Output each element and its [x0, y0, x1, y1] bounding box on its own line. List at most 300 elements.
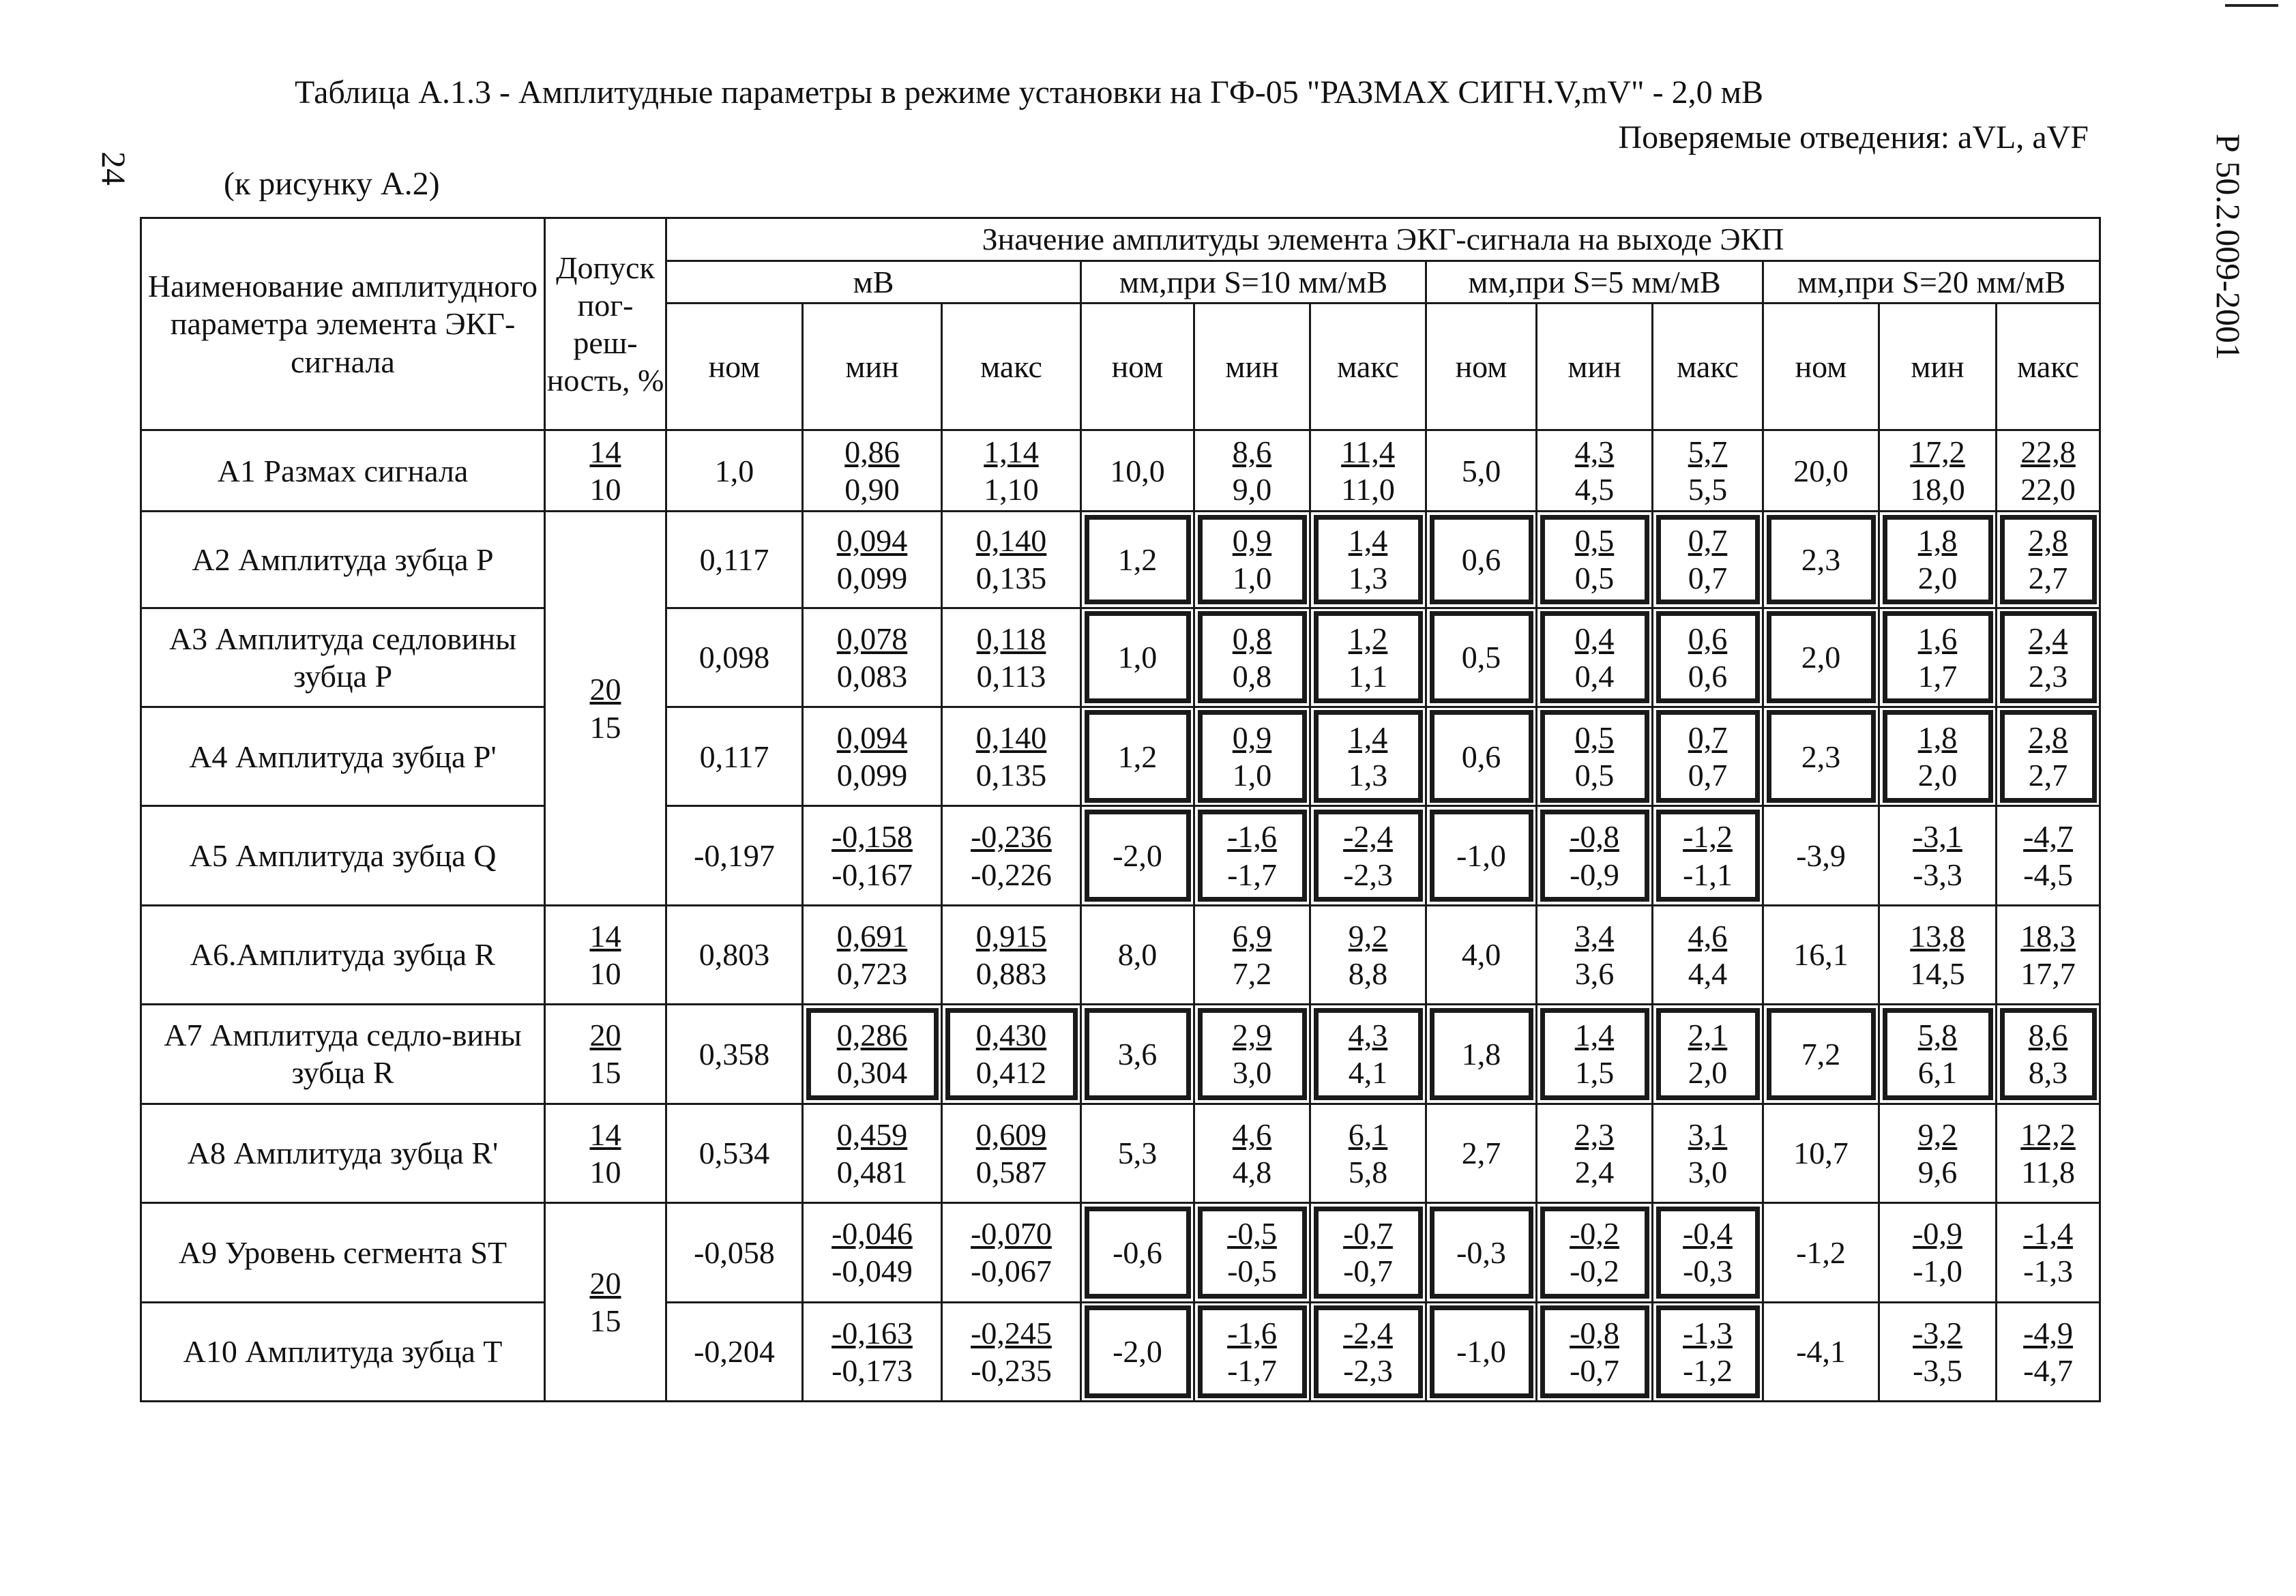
limit-value: 4,6	[1232, 1117, 1272, 1152]
header-col-max: макс	[1997, 304, 2100, 430]
limit-value-adjusted: 22,0	[2020, 472, 2076, 507]
value-cell	[666, 1005, 803, 1104]
value-cell	[1997, 1005, 2100, 1104]
value-cell	[1763, 1104, 1879, 1202]
value-cell	[1997, 512, 2100, 608]
header-col-max: макс	[942, 304, 1081, 430]
table-row	[141, 1203, 2100, 1302]
limit-value: 2,8	[2028, 523, 2068, 559]
table-row	[141, 905, 2100, 1004]
value-cell	[1879, 430, 1997, 512]
table-row	[141, 1302, 2100, 1401]
value-cell	[1763, 1302, 1879, 1401]
limit-value-adjusted: 1,1	[1348, 658, 1388, 694]
limit-value: 9,2	[1917, 1117, 1958, 1152]
limit-value-adjusted: -0,173	[831, 1353, 913, 1388]
header-group-mv: мВ	[666, 261, 1081, 304]
limit-value-adjusted: 5,5	[1688, 472, 1728, 507]
nominal-value: -0,204	[694, 1334, 775, 1370]
value-cell	[1537, 1203, 1653, 1302]
limit-value-adjusted: 14,5	[1910, 956, 1965, 992]
limit-value: 0,078	[836, 621, 908, 656]
limit-value: 0,609	[975, 1117, 1047, 1152]
table-title: Таблица А.1.3 - Амплитудные параметры в режиме установки на ГФ-05 "РАЗМАХ СИГН.V,mV" - 2,0 мВ	[295, 74, 1763, 110]
limit-value: 0,9	[1232, 720, 1272, 755]
limit-value: 3,4	[1574, 918, 1615, 954]
limit-value: -0,9	[1913, 1216, 1962, 1252]
nominal-value: -1,2	[1796, 1235, 1846, 1270]
nominal-value: -0,197	[694, 838, 775, 874]
nominal-value: 5,0	[1461, 453, 1501, 488]
limit-value-adjusted: 1,5	[1574, 1055, 1615, 1091]
limit-value-adjusted: 4,1	[1348, 1055, 1388, 1091]
nominal-value: 5,3	[1117, 1136, 1158, 1171]
value-cell	[666, 1302, 803, 1401]
limit-value: 0,6	[1688, 621, 1728, 656]
limit-value-adjusted: 0,8	[1232, 658, 1272, 694]
limit-value: 2,4	[2028, 621, 2068, 656]
value-cell	[1997, 1302, 2100, 1401]
value-cell	[1997, 1104, 2100, 1202]
nominal-value: -2,0	[1113, 838, 1162, 874]
limit-value: 9,2	[1348, 918, 1388, 954]
limit-value-adjusted: -0,9	[1570, 857, 1619, 892]
value-cell	[803, 512, 942, 608]
value-cell	[1194, 1203, 1310, 1302]
value-cell	[1763, 707, 1879, 806]
nominal-value: 2,7	[1461, 1136, 1501, 1171]
limit-value-adjusted: 3,0	[1232, 1055, 1272, 1091]
value-cell	[1081, 430, 1194, 512]
limit-value-adjusted: -1,7	[1227, 1353, 1277, 1388]
nominal-value: -1,0	[1456, 838, 1506, 874]
value-cell	[1653, 905, 1763, 1004]
value-cell	[942, 1203, 1081, 1302]
limit-value-adjusted: 0,723	[836, 956, 908, 992]
limit-value: 12,2	[2020, 1117, 2076, 1152]
limit-value-adjusted: 1,0	[1232, 561, 1272, 596]
nominal-value: 16,1	[1793, 937, 1849, 973]
value-cell	[1763, 608, 1879, 707]
tolerance-lower: 15	[589, 1055, 621, 1091]
tolerance-cell	[545, 1203, 666, 1402]
nominal-value: 8,0	[1117, 937, 1158, 973]
value-cell	[942, 512, 1081, 608]
tolerance-lower: 15	[589, 1303, 621, 1339]
limit-value-adjusted: 11,8	[2021, 1154, 2075, 1189]
value-cell	[1763, 1203, 1879, 1302]
value-cell	[1310, 707, 1426, 806]
limit-value: 1,6	[1917, 621, 1958, 656]
limit-value: 0,8	[1232, 621, 1272, 656]
value-cell	[1879, 1203, 1997, 1302]
limit-value: -1,4	[2023, 1216, 2073, 1252]
limit-value: 4,3	[1574, 434, 1615, 469]
limit-value: 13,8	[1910, 918, 1965, 954]
value-cell	[1537, 512, 1653, 608]
value-cell	[666, 1104, 803, 1202]
value-cell	[1081, 608, 1194, 707]
value-cell	[1194, 1104, 1310, 1202]
limit-value-adjusted: 0,099	[836, 758, 908, 793]
value-cell	[803, 1005, 942, 1104]
limit-value-adjusted: 0,083	[836, 658, 908, 694]
limit-value-adjusted: -0,7	[1570, 1353, 1619, 1388]
nominal-value: 0,117	[699, 739, 769, 774]
limit-value-adjusted: 0,7	[1688, 561, 1728, 596]
value-cell	[1763, 512, 1879, 608]
value-cell	[1537, 707, 1653, 806]
nominal-value: 7,2	[1801, 1036, 1841, 1072]
value-cell	[1997, 806, 2100, 905]
table-row	[141, 512, 2100, 608]
limit-value: -3,1	[1913, 819, 1962, 855]
limit-value-adjusted: 2,4	[1574, 1154, 1615, 1189]
value-cell	[1081, 905, 1194, 1004]
limit-value: -3,2	[1913, 1315, 1962, 1350]
limit-value-adjusted: -0,226	[971, 857, 1052, 892]
value-cell	[942, 1104, 1081, 1202]
header-col-min: мин	[1879, 304, 1997, 430]
amplitude-table	[140, 217, 2101, 1402]
nominal-value: 0,6	[1461, 542, 1501, 577]
limit-value-adjusted: 2,0	[1688, 1055, 1728, 1091]
value-cell	[1310, 1203, 1426, 1302]
limit-value-adjusted: -4,5	[2023, 857, 2073, 892]
nominal-value: 0,803	[698, 937, 770, 973]
limit-value: 11,4	[1341, 434, 1395, 469]
value-cell	[666, 707, 803, 806]
value-cell	[942, 1005, 1081, 1104]
limit-value-adjusted: 4,4	[1688, 956, 1728, 992]
tolerance-lower: 15	[589, 709, 621, 745]
tolerance-cell	[545, 430, 666, 512]
limit-value: 3,1	[1688, 1117, 1728, 1152]
value-cell	[1653, 707, 1763, 806]
value-cell	[1879, 608, 1997, 707]
limit-value-adjusted: 7,2	[1232, 956, 1272, 992]
limit-value-adjusted: 11,0	[1341, 472, 1395, 507]
value-cell	[1997, 430, 2100, 512]
limit-value-adjusted: 2,0	[1917, 561, 1958, 596]
nominal-value: 10,7	[1793, 1136, 1849, 1171]
limit-value-adjusted: 0,412	[975, 1055, 1047, 1091]
value-cell	[942, 905, 1081, 1004]
limit-value-adjusted: 0,7	[1688, 758, 1728, 793]
table-row	[141, 1005, 2100, 1104]
value-cell	[1310, 1104, 1426, 1202]
limit-value-adjusted: 18,0	[1910, 472, 1965, 507]
limit-value-adjusted: -3,3	[1913, 857, 1962, 892]
value-cell	[1653, 608, 1763, 707]
value-cell	[1537, 1302, 1653, 1401]
nominal-value: 3,6	[1117, 1036, 1158, 1072]
limit-value-adjusted: 9,0	[1232, 472, 1272, 507]
parameter-name: А7 Амплитуда седло-вины зубца R	[141, 1005, 545, 1104]
limit-value-adjusted: 0,481	[836, 1154, 908, 1189]
value-cell	[1879, 806, 1997, 905]
value-cell	[1194, 707, 1310, 806]
nominal-value: 1,0	[714, 453, 754, 488]
value-cell	[666, 1203, 803, 1302]
limit-value: 0,7	[1688, 523, 1728, 559]
value-cell	[1426, 430, 1537, 512]
tolerance-cell	[545, 1104, 666, 1202]
limit-value: 0,286	[836, 1018, 908, 1053]
limit-value: -1,6	[1227, 1315, 1277, 1350]
page-number: 24	[95, 151, 133, 186]
nominal-value: -0,058	[694, 1235, 775, 1270]
header-col-min: мин	[1537, 304, 1653, 430]
header-col-max: макс	[1310, 304, 1426, 430]
parameter-name: А10 Амплитуда зубца T	[141, 1302, 545, 1401]
value-cell	[1426, 1302, 1537, 1401]
value-cell	[1879, 707, 1997, 806]
header-value: Значение амплитуды элемента ЭКГ-сигнала на выходе ЭКП	[666, 218, 2100, 261]
value-cell	[1653, 1302, 1763, 1401]
table-row	[141, 806, 2100, 905]
tested-leads: Поверяемые отведения: aVL, aVF	[1618, 119, 2089, 156]
limit-value-adjusted: 1,3	[1348, 758, 1388, 793]
limit-value-adjusted: 3,6	[1574, 956, 1615, 992]
limit-value-adjusted: -2,3	[1343, 1353, 1393, 1388]
limit-value-adjusted: 1,7	[1917, 658, 1958, 694]
limit-value: 22,8	[2020, 434, 2076, 469]
header-group-s5: мм,при S=5 мм/мВ	[1426, 261, 1763, 304]
limit-value: 0,4	[1574, 621, 1615, 656]
limit-value-adjusted: -1,3	[2023, 1254, 2073, 1289]
value-cell	[1194, 608, 1310, 707]
nominal-value: 0,5	[1461, 640, 1501, 675]
value-cell	[666, 905, 803, 1004]
limit-value: -0,5	[1227, 1216, 1277, 1252]
value-cell	[803, 806, 942, 905]
limit-value-adjusted: 1,3	[1348, 561, 1388, 596]
value-cell	[1426, 905, 1537, 1004]
limit-value: 1,4	[1348, 523, 1388, 559]
value-cell	[1426, 806, 1537, 905]
value-cell	[1653, 512, 1763, 608]
nominal-value: 2,0	[1801, 640, 1841, 675]
nominal-value: -4,1	[1796, 1334, 1846, 1370]
nominal-value: 4,0	[1461, 937, 1501, 973]
value-cell	[942, 707, 1081, 806]
tolerance-cell	[545, 905, 666, 1004]
limit-value-adjusted: 0,5	[1574, 758, 1615, 793]
limit-value-adjusted: 0,6	[1688, 658, 1728, 694]
limit-value: 4,3	[1348, 1018, 1388, 1053]
tolerance-lower: 10	[589, 956, 621, 992]
limit-value-adjusted: -0,067	[971, 1254, 1052, 1289]
nominal-value: 1,2	[1117, 739, 1158, 774]
limit-value: 0,691	[836, 918, 908, 954]
value-cell	[1194, 1005, 1310, 1104]
value-cell	[1653, 1104, 1763, 1202]
value-cell	[1537, 806, 1653, 905]
limit-value-adjusted: 0,5	[1574, 561, 1615, 596]
limit-value: -1,6	[1227, 819, 1277, 855]
value-cell	[1310, 430, 1426, 512]
value-cell	[1081, 1005, 1194, 1104]
limit-value: 1,14	[984, 434, 1039, 469]
parameter-name: А5 Амплитуда зубца Q	[141, 806, 545, 905]
value-cell	[1763, 905, 1879, 1004]
value-cell	[1310, 1302, 1426, 1401]
nominal-value: 1,2	[1117, 542, 1158, 577]
value-cell	[803, 1203, 942, 1302]
limit-value: -2,4	[1343, 819, 1393, 855]
table-row	[141, 707, 2100, 806]
limit-value-adjusted: 9,6	[1917, 1154, 1958, 1189]
limit-value-adjusted: 8,8	[1348, 956, 1388, 992]
limit-value: 0,140	[975, 720, 1047, 755]
value-cell	[1194, 430, 1310, 512]
value-cell	[1537, 905, 1653, 1004]
value-cell	[1426, 1005, 1537, 1104]
value-cell	[1081, 1203, 1194, 1302]
value-cell	[666, 806, 803, 905]
limit-value-adjusted: -1,0	[1913, 1254, 1962, 1289]
limit-value: 1,2	[1348, 621, 1388, 656]
limit-value: 0,459	[836, 1117, 908, 1152]
value-cell	[1537, 608, 1653, 707]
header-col-nom: ном	[666, 304, 803, 430]
limit-value-adjusted: 1,0	[1232, 758, 1272, 793]
tolerance-cell	[545, 512, 666, 906]
limit-value-adjusted: -0,2	[1570, 1254, 1619, 1289]
limit-value-adjusted: -0,235	[971, 1353, 1052, 1388]
value-cell	[803, 608, 942, 707]
value-cell	[1997, 905, 2100, 1004]
tolerance-upper: 20	[589, 1265, 621, 1301]
value-cell	[803, 430, 942, 512]
value-cell	[1426, 608, 1537, 707]
parameter-name: А4 Амплитуда зубца P'	[141, 707, 545, 806]
header-col-nom: ном	[1081, 304, 1194, 430]
value-cell	[942, 608, 1081, 707]
limit-value: 1,4	[1574, 1018, 1615, 1053]
limit-value: 8,6	[1232, 434, 1272, 469]
nominal-value: 0,358	[698, 1036, 770, 1072]
limit-value: 6,9	[1232, 918, 1272, 954]
value-cell	[1997, 707, 2100, 806]
header-parameter-name: Наименование амплитудного параметра элемента ЭКГ-сигнала	[141, 218, 545, 430]
nominal-value: -0,3	[1456, 1235, 1506, 1270]
parameter-name: А9 Уровень сегмента ST	[141, 1203, 545, 1302]
nominal-value: 20,0	[1793, 453, 1849, 488]
value-cell	[1997, 608, 2100, 707]
limit-value-adjusted: 0,587	[975, 1154, 1047, 1189]
value-cell	[1081, 512, 1194, 608]
nominal-value: 0,6	[1461, 739, 1501, 774]
value-cell	[1081, 707, 1194, 806]
nominal-value: -1,0	[1456, 1334, 1506, 1370]
limit-value-adjusted: 17,7	[2020, 956, 2076, 992]
limit-value: 0,094	[836, 720, 908, 755]
limit-value: 0,5	[1574, 523, 1615, 559]
document-code: Р 50.2.009-2001	[2209, 134, 2248, 360]
value-cell	[1879, 1104, 1997, 1202]
limit-value-adjusted: 0,304	[836, 1055, 908, 1091]
value-cell	[803, 905, 942, 1004]
value-cell	[803, 707, 942, 806]
nominal-value: -0,6	[1113, 1235, 1162, 1270]
header-col-nom: ном	[1426, 304, 1537, 430]
limit-value: 0,140	[975, 523, 1047, 559]
value-cell	[1879, 905, 1997, 1004]
value-cell	[1310, 905, 1426, 1004]
limit-value: 5,8	[1917, 1018, 1958, 1053]
limit-value-adjusted: 0,099	[836, 561, 908, 596]
limit-value: 0,094	[836, 523, 908, 559]
tolerance-cell	[545, 1005, 666, 1104]
table-row	[141, 608, 2100, 707]
table-row	[141, 430, 2100, 512]
value-cell	[1194, 512, 1310, 608]
value-cell	[1997, 1203, 2100, 1302]
limit-value: -0,7	[1343, 1216, 1393, 1252]
limit-value: -2,4	[1343, 1315, 1393, 1350]
tolerance-upper: 14	[589, 434, 621, 469]
value-cell	[1653, 430, 1763, 512]
limit-value-adjusted: -1,1	[1683, 857, 1733, 892]
value-cell	[1081, 806, 1194, 905]
value-cell	[942, 1302, 1081, 1401]
limit-value-adjusted: 0,135	[975, 758, 1047, 793]
limit-value: 1,4	[1348, 720, 1388, 755]
value-cell	[1537, 1005, 1653, 1104]
limit-value-adjusted: -1,2	[1683, 1353, 1733, 1388]
limit-value: -0,046	[831, 1216, 913, 1252]
limit-value: 0,915	[975, 918, 1047, 954]
nominal-value: 2,3	[1801, 739, 1841, 774]
limit-value: 0,7	[1688, 720, 1728, 755]
limit-value: 0,9	[1232, 523, 1272, 559]
value-cell	[1879, 1302, 1997, 1401]
limit-value: 0,118	[976, 621, 1046, 656]
limit-value-adjusted: -0,7	[1343, 1254, 1393, 1289]
nominal-value: 1,8	[1461, 1036, 1501, 1072]
value-cell	[1653, 1005, 1763, 1104]
value-cell	[1426, 1104, 1537, 1202]
limit-value: 4,6	[1688, 918, 1728, 954]
limit-value: -0,070	[971, 1216, 1052, 1252]
value-cell	[1310, 512, 1426, 608]
limit-value-adjusted: -2,3	[1343, 857, 1393, 892]
value-cell	[666, 512, 803, 608]
header-col-min: мин	[1194, 304, 1310, 430]
tolerance-upper: 14	[589, 918, 621, 954]
value-cell	[1763, 806, 1879, 905]
tolerance-upper: 20	[589, 1018, 621, 1053]
value-cell	[1426, 512, 1537, 608]
parameter-name: А8 Амплитуда зубца R'	[141, 1104, 545, 1202]
value-cell	[1763, 430, 1879, 512]
value-cell	[1081, 1302, 1194, 1401]
tolerance-lower: 10	[589, 1154, 621, 1189]
parameter-name: А6.Амплитуда зубца R	[141, 905, 545, 1004]
limit-value: 0,5	[1574, 720, 1615, 755]
value-cell	[1653, 806, 1763, 905]
header-col-nom: ном	[1763, 304, 1879, 430]
limit-value: 18,3	[2020, 918, 2076, 954]
nominal-value: -3,9	[1796, 838, 1846, 874]
limit-value-adjusted: 3,0	[1688, 1154, 1728, 1189]
value-cell	[803, 1104, 942, 1202]
header-group-s10: мм,при S=10 мм/мВ	[1081, 261, 1426, 304]
limit-value: 8,6	[2028, 1018, 2068, 1053]
value-cell	[1537, 430, 1653, 512]
